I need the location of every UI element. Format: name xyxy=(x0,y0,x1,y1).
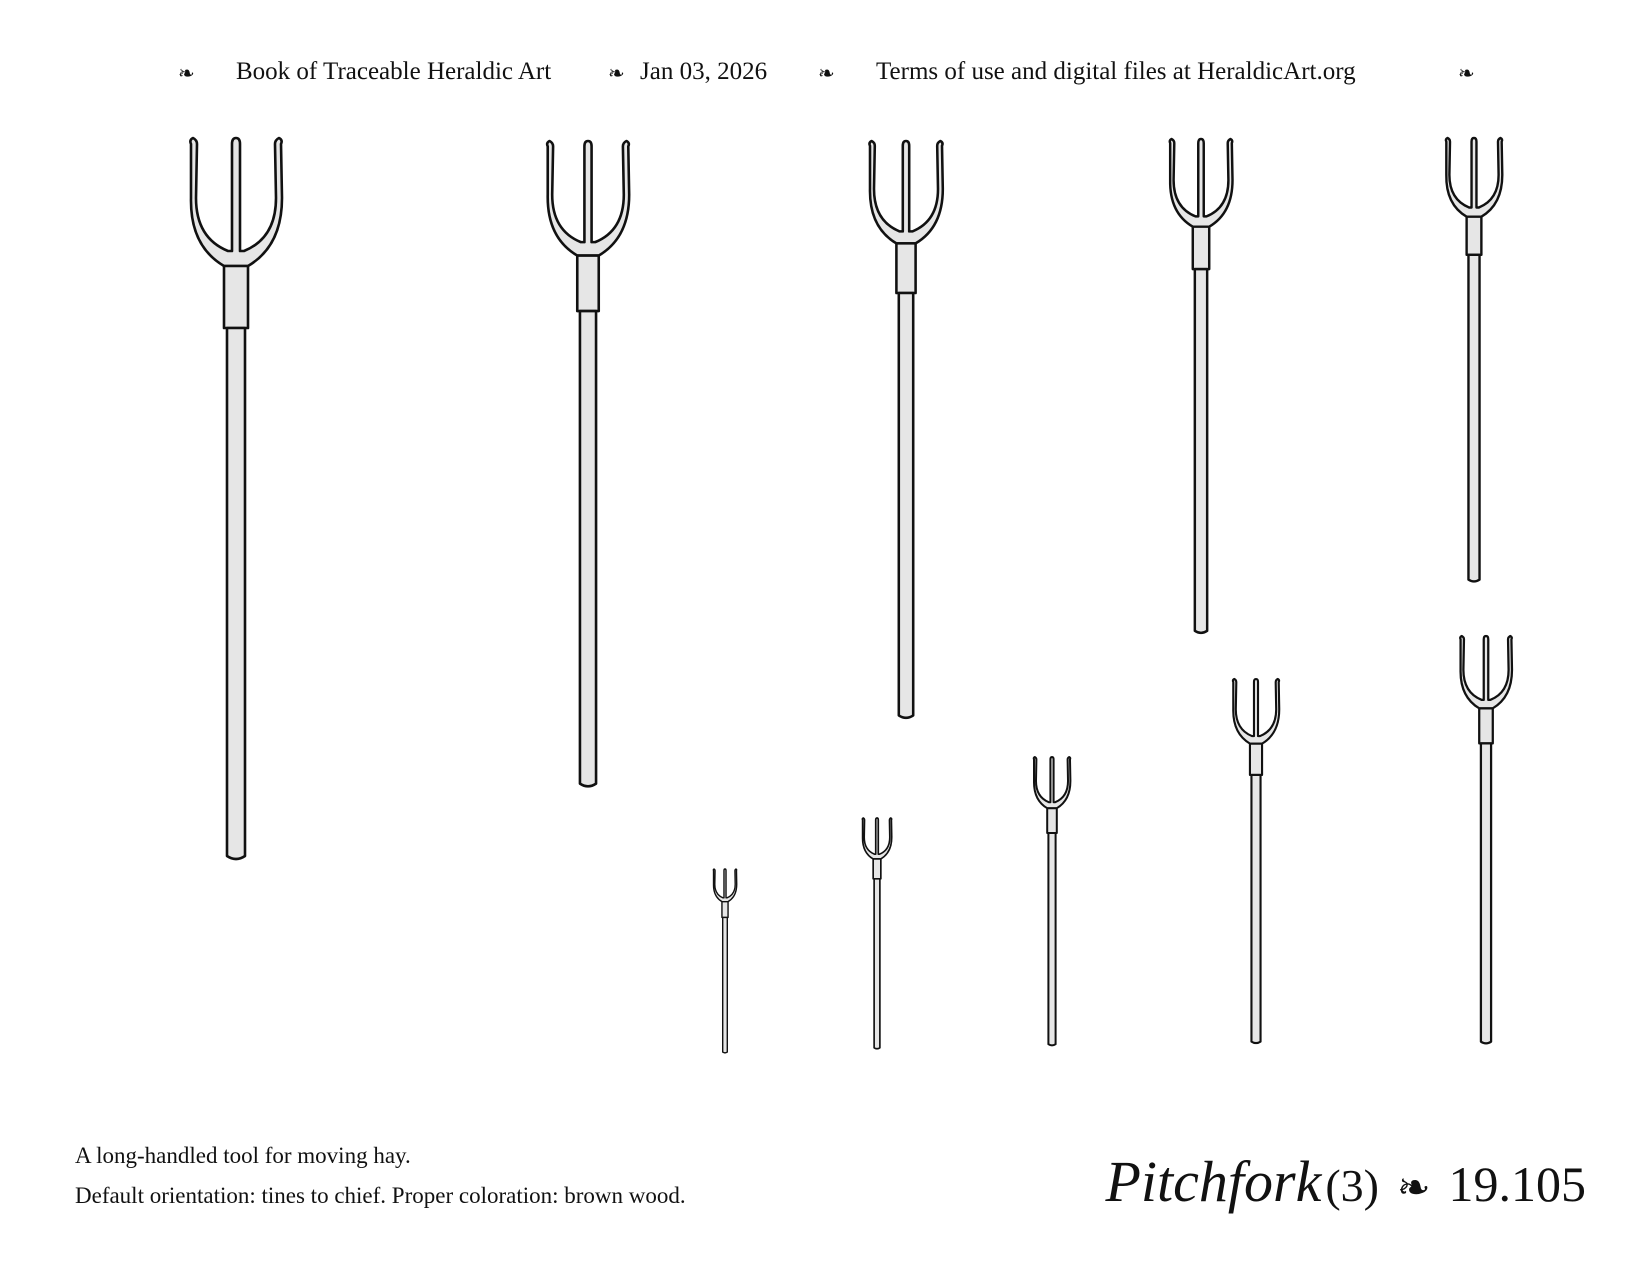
pitchfork-icon xyxy=(862,818,891,1049)
pitchfork-icon xyxy=(1170,139,1233,633)
fleuron-icon: ❧ xyxy=(818,63,835,85)
description-line: Default orientation: tines to chief. Proper coloration: brown wood. xyxy=(75,1183,686,1208)
charge-code: 19.105 xyxy=(1448,1156,1586,1212)
fleuron-icon: ❧ xyxy=(1458,63,1475,85)
charge-name: Pitchfork xyxy=(1105,1149,1322,1214)
pitchfork-icon xyxy=(713,869,736,1053)
pitchfork-icon xyxy=(190,138,282,859)
fleuron-icon: ❧ xyxy=(1396,1165,1431,1210)
pitchfork-icon xyxy=(869,141,942,718)
book-title: Book of Traceable Heraldic Art xyxy=(236,58,552,85)
header-date: Jan 03, 2026 xyxy=(640,58,768,85)
terms-link[interactable]: Terms of use and digital files at HeraldicArt.org xyxy=(876,58,1356,85)
pitchfork-icon xyxy=(1034,757,1071,1045)
plate-title xyxy=(1106,1148,1587,1215)
fleuron-icon: ❧ xyxy=(178,63,195,85)
charge-count: (3) xyxy=(1325,1160,1379,1211)
pitchfork-icon xyxy=(1233,679,1279,1043)
pitchfork-icon xyxy=(1446,138,1502,581)
description-line: A long-handled tool for moving hay. xyxy=(75,1143,411,1168)
pitchfork-icon xyxy=(1460,636,1512,1043)
fleuron-icon: ❧ xyxy=(608,63,625,85)
pitchfork-icon xyxy=(547,141,629,786)
description xyxy=(75,1136,686,1216)
